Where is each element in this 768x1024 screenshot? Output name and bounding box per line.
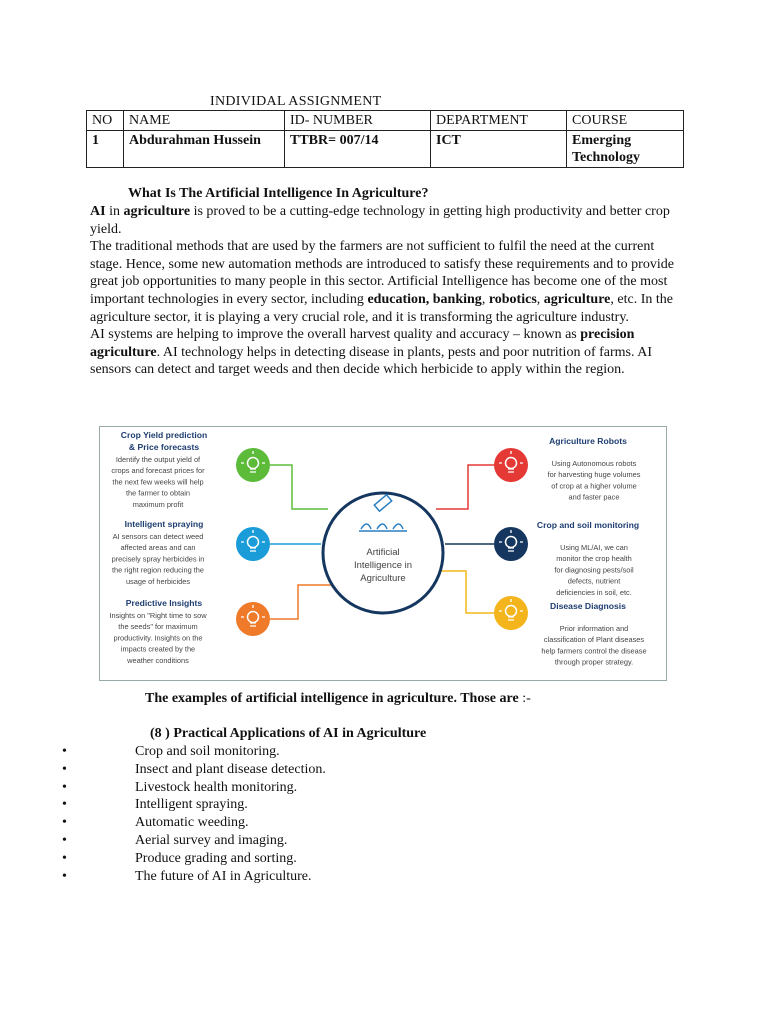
connector-line: [436, 465, 494, 509]
text: ,: [536, 291, 544, 307]
section-heading: What Is The Artificial Intelligence In Agriculture?: [128, 186, 429, 201]
bullet-icon: •: [62, 868, 67, 884]
right-block-text: Prior information and: [559, 624, 629, 633]
cell-department: ICT: [431, 131, 567, 168]
right-block-text: for diagnosing pests/soil: [554, 565, 634, 575]
right-block-title: Crop and soil monitoring: [536, 520, 640, 530]
bullet-icon: •: [62, 761, 67, 777]
list-item: [62, 832, 662, 850]
bullet-icon: •: [62, 832, 67, 848]
right-block-text: Using Autonomous robots: [551, 459, 637, 468]
text: in: [105, 204, 124, 219]
text: . AI technology helps in detecting disease in plants, pests and poor nutrition of farms. AI sensors can detect and target weeds and then decide which herbicide to apply within the region.: [90, 344, 652, 378]
left-block-text: usage of herbicides: [125, 576, 191, 586]
table-header-row: [87, 111, 684, 131]
list-item: [62, 868, 662, 886]
header-no: NO: [87, 111, 124, 131]
left-block-text: crops and forecast prices for: [111, 466, 205, 476]
connector-line: [436, 571, 494, 613]
table-row: [87, 131, 684, 168]
left-block-title: Crop Yield prediction: [120, 430, 208, 440]
applications-title: (8 ) Practical Applications of AI in Agriculture: [150, 726, 427, 741]
paragraph-3: [90, 326, 686, 379]
right-block-text: help farmers control the disease: [541, 646, 647, 656]
cell-course: Emerging Technology: [567, 131, 684, 168]
text: ,: [481, 291, 489, 307]
bold-term: AI: [90, 204, 106, 219]
center-label-line3: Agriculture: [360, 573, 406, 584]
bold-term: education, banking: [367, 291, 482, 307]
bullet-icon: •: [62, 850, 67, 866]
bold-term: agriculture: [123, 204, 191, 219]
infographic-canvas: [100, 427, 666, 680]
list-item: [62, 850, 662, 868]
connector-line: [270, 585, 332, 619]
bullet-icon: •: [62, 797, 67, 813]
paragraph-2: [90, 238, 686, 326]
list-item-label: Produce grading and sorting.: [135, 850, 297, 866]
bold-term: agriculture: [543, 291, 611, 307]
header-name: NAME: [124, 111, 285, 131]
bullet-icon: •: [62, 744, 67, 759]
right-block-title: Disease Diagnosis: [550, 601, 626, 611]
left-block-text: maximum profit: [132, 499, 184, 509]
left-block-text: the right region reducing the: [111, 565, 205, 575]
left-block-title: & Price forecasts: [128, 442, 200, 452]
right-block-text: defects, nutrient: [567, 576, 621, 586]
list-item-label: The future of AI in Agriculture.: [135, 868, 312, 884]
list-item-label: Livestock health monitoring.: [135, 779, 298, 795]
list-item: [62, 743, 662, 761]
right-block-text: classification of Plant diseases: [543, 635, 645, 645]
paragraph-1: [90, 203, 686, 238]
right-block-text: through proper strategy.: [554, 657, 634, 667]
text: , etc. In the agriculture sector, it is playing a very crucial role, and it is transforming the agriculture industry.: [90, 291, 673, 325]
left-block-text: the next few weeks will help: [112, 477, 204, 487]
left-block-title: Predictive Insights: [125, 598, 203, 608]
ai-agriculture-infographic: [99, 426, 667, 681]
center-label-line1: Artificial: [366, 547, 400, 558]
right-block-text: and faster pace: [568, 492, 620, 502]
left-block-text: affected areas and can: [120, 543, 196, 553]
list-item-label: Crop and soil monitoring.: [135, 744, 280, 759]
list-item: [62, 814, 662, 832]
list-item-label: Automatic weeding.: [135, 815, 249, 831]
examples-line: [145, 691, 531, 707]
left-block-text: Insights on "Right time to sow: [109, 611, 207, 620]
list-item: [62, 761, 662, 779]
bullet-icon: •: [62, 815, 67, 831]
applications-list: [62, 743, 662, 885]
left-block-text: AI sensors can detect weed: [112, 532, 204, 541]
right-block-text: deficiencies in soil, etc.: [556, 587, 632, 597]
left-block-text: the seeds" for maximum: [118, 622, 198, 632]
student-info-table: [86, 110, 684, 168]
list-item-label: Insect and plant disease detection.: [135, 761, 326, 777]
header-course: COURSE: [567, 111, 684, 131]
left-block-text: weather conditions: [127, 655, 189, 665]
bold-term: robotics: [488, 291, 537, 307]
examples-tail: :-: [518, 691, 531, 706]
left-block-text: productivity. Insights on the: [113, 633, 203, 643]
left-block-text: impacts created by the: [120, 644, 196, 654]
list-item: [62, 779, 662, 797]
right-block-text: monitor the crop health: [556, 554, 632, 564]
cell-id: TTBR= 007/14: [285, 131, 431, 168]
left-block-title: Intelligent spraying: [124, 519, 204, 529]
bullet-icon: •: [62, 779, 67, 795]
right-block-text: for harvesting huge volumes: [547, 470, 641, 480]
cell-name: Abdurahman Hussein: [124, 131, 285, 168]
text: The traditional methods that are used by the farmers are not sufficient to fulfil the need at the current stage. Hence, some new automation methods are introduced to satisfy these requirements and to provide great job opportunities to many people in this sector. Artificial Intelligence has become one of the most important technologies in every sector, including: [90, 239, 674, 307]
list-item-label: Intelligent spraying.: [135, 797, 248, 813]
text: AI systems are helping to improve the overall harvest quality and accuracy – known as: [90, 327, 581, 343]
right-block-text: Using ML/AI, we can: [560, 543, 628, 552]
center-label-line2: Intelligence in: [353, 560, 413, 571]
list-item-label: Aerial survey and imaging.: [135, 832, 288, 848]
cell-no: 1: [87, 131, 124, 168]
header-department: DEPARTMENT: [431, 111, 567, 131]
body-text: [90, 203, 686, 379]
bold-term: precision agriculture: [90, 327, 635, 360]
assignment-title: INDIVIDAL ASSIGNMENT: [210, 94, 382, 109]
text: is proved to be a cutting-edge technology in getting high productivity and better crop yield.: [90, 204, 670, 237]
right-block-text: of crop at a higher volume: [551, 481, 637, 491]
examples-text: The examples of artificial intelligence in agriculture. Those are: [145, 691, 519, 706]
left-block-text: Identify the output yield of: [115, 455, 201, 464]
connector-line: [270, 465, 328, 509]
list-item: [62, 796, 662, 814]
header-id: ID- NUMBER: [285, 111, 431, 131]
left-block-text: the farmer to obtain: [125, 488, 191, 498]
right-block-title: Agriculture Robots: [549, 436, 627, 446]
left-block-text: precisely spray herbicides in: [111, 554, 205, 564]
